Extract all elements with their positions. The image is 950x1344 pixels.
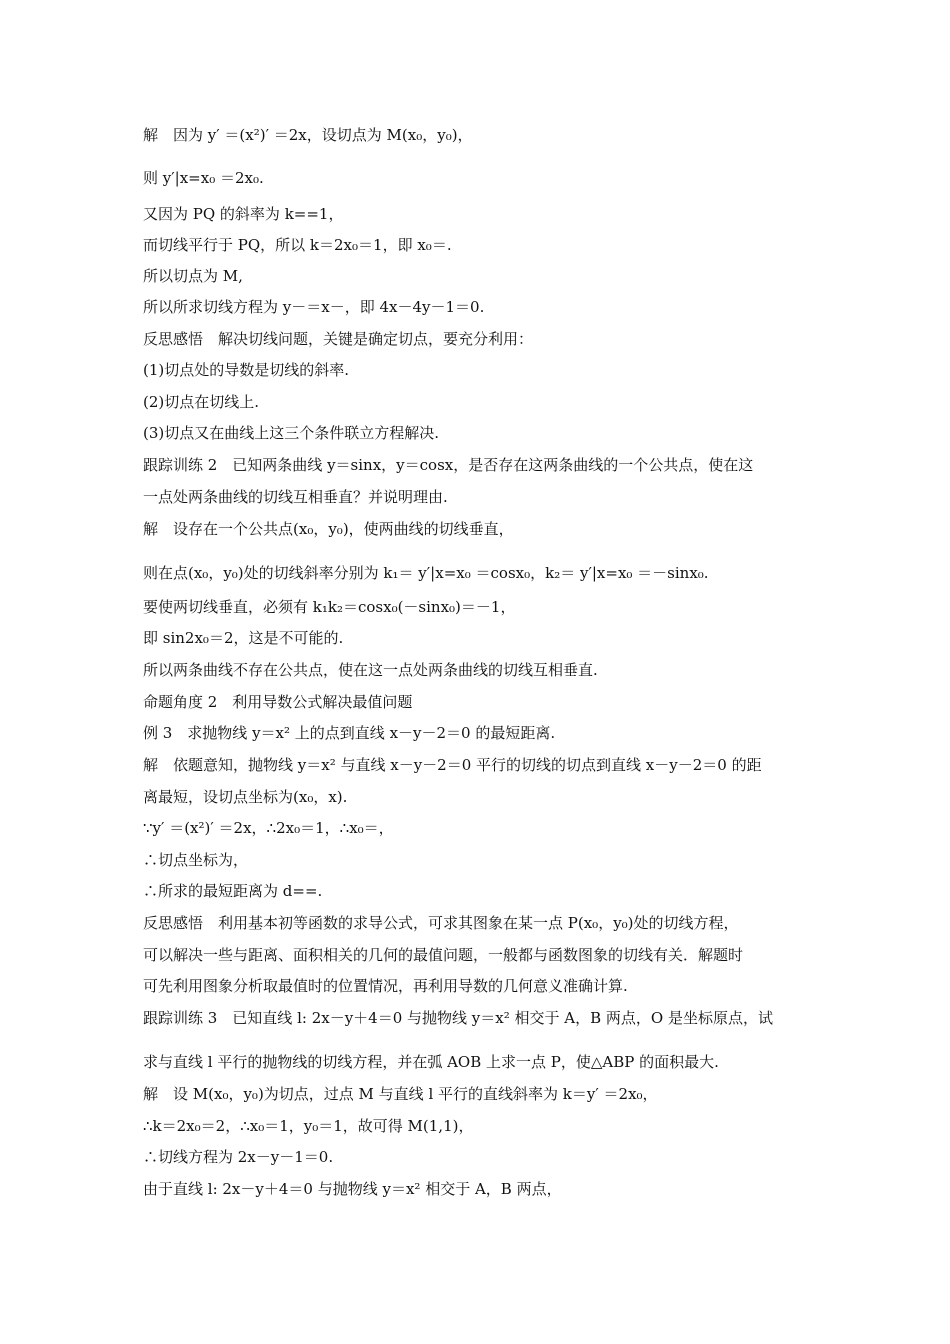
- text-line: 求与直线 l 平行的抛物线的切线方程，并在弧 AOB 上求一点 P，使△ABP 的面积最大.: [143, 1053, 719, 1071]
- text-line: 而切线平行于 PQ，所以 k＝2x₀＝1，即 x₀＝.: [143, 236, 452, 254]
- text-line: ∴k＝2x₀＝2，∴x₀＝1，y₀＝1，故可得 M(1,1)，: [143, 1117, 474, 1135]
- text-line: (1)切点处的导数是切线的斜率.: [143, 361, 350, 379]
- text-line: 例 3 求抛物线 y＝x² 上的点到直线 x－y－2＝0 的最短距离.: [143, 724, 556, 742]
- text-line: 所以所求切线方程为 y－＝x－，即 4x－4y－1＝0.: [143, 298, 485, 316]
- text-line: 一点处两条曲线的切线互相垂直？并说明理由.: [143, 488, 448, 506]
- text-line: 解 依题意知，抛物线 y＝x² 与直线 x－y－2＝0 平行的切线的切点到直线 x－y－2＝0 的距: [143, 756, 762, 774]
- text-line: 可以解决一些与距离、面积相关的几何的最值问题，一般都与函数图象的切线有关．解题时: [143, 946, 744, 964]
- section-heading: 命题角度 2 利用导数公式解决最值问题: [143, 693, 413, 711]
- text-line: 又因为 PQ 的斜率为 k==1，: [143, 205, 344, 223]
- text-line: 跟踪训练 3 已知直线 l: 2x－y＋4＝0 与抛物线 y＝x² 相交于 A，B 两点，O 是坐标原点，试: [143, 1009, 773, 1027]
- text-line: ∵y′ ＝(x²)′ ＝2x，∴2x₀＝1，∴x₀＝，: [143, 819, 394, 837]
- text-line: 所以切点为 M,: [143, 267, 243, 285]
- text-line: 解 因为 y′ ＝(x²)′ ＝2x，设切点为 M(x₀，y₀)，: [143, 126, 473, 144]
- text-line: (3)切点又在曲线上这三个条件联立方程解决.: [143, 424, 440, 442]
- text-line: 反思感悟 利用基本初等函数的求导公式，可求其图象在某一点 P(x₀，y₀)处的切线方程，: [143, 914, 739, 932]
- text-line: 可先利用图象分析取最值时的位置情况，再利用导数的几何意义准确计算.: [143, 977, 628, 995]
- text-line: 跟踪训练 2 已知两条曲线 y＝sinx，y＝cosx，是否存在这两条曲线的一个公共点，使在这: [143, 456, 754, 474]
- text-line: ∴切点坐标为，: [143, 851, 249, 869]
- text-line: (2)切点在切线上.: [143, 393, 260, 411]
- text-line: ∴所求的最短距离为 d==.: [143, 882, 323, 900]
- text-line: 解 设存在一个公共点(x₀，y₀)，使两曲线的切线垂直，: [143, 520, 514, 538]
- text-line: 所以两条曲线不存在公共点，使在这一点处两条曲线的切线互相垂直.: [143, 661, 598, 679]
- text-line: 由于直线 l: 2x－y＋4＝0 与抛物线 y＝x² 相交于 A，B 两点，: [143, 1180, 562, 1198]
- text-line: ∴切线方程为 2x－y－1＝0.: [143, 1148, 334, 1166]
- text-line: 反思感悟 解决切线问题，关键是确定切点，要充分利用：: [143, 330, 534, 348]
- text-line: 即 sin2x₀＝2，这是不可能的.: [143, 629, 344, 647]
- text-line: 离最短，设切点坐标为(x₀，x).: [143, 788, 348, 806]
- text-line: 则 y′|x=x₀ ＝2x₀.: [143, 169, 264, 187]
- text-line: 则在点(x₀，y₀)处的切线斜率分别为 k₁＝ y′|x=x₀ ＝cosx₀，k₂＝ y′|x=x₀ ＝－sinx₀.: [143, 564, 709, 582]
- text-line: 要使两切线垂直，必须有 k₁k₂＝cosx₀(－sinx₀)＝－1，: [143, 598, 516, 616]
- text-line: 解 设 M(x₀，y₀)为切点，过点 M 与直线 l 平行的直线斜率为 k＝y′ ＝2x₀，: [143, 1085, 658, 1103]
